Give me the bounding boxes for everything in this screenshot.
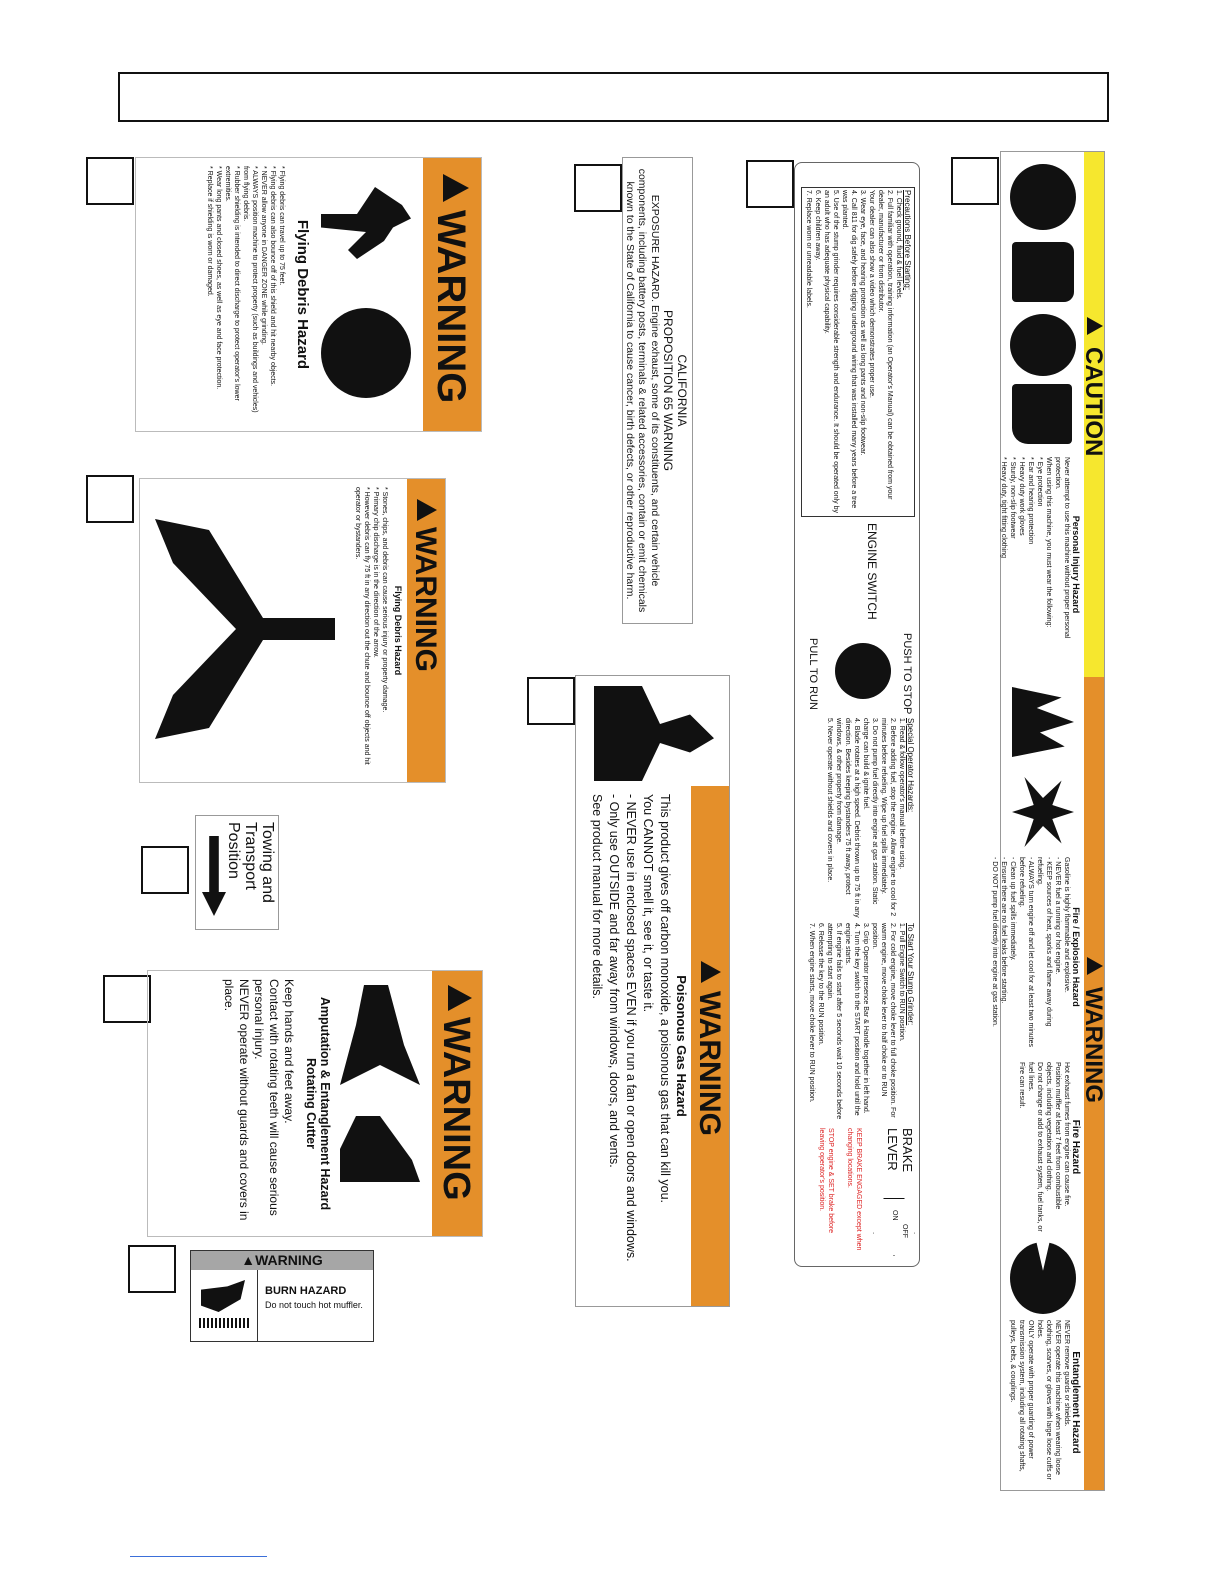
warning-banner-strip: [407, 479, 445, 782]
flames-icon: [1012, 687, 1074, 757]
alert-triangle-icon: [448, 985, 472, 1011]
warning-banner: WARNING: [693, 991, 726, 1136]
brake-note-1: KEEP BRAKE ENGAGED except when changing locations.: [846, 1128, 862, 1251]
text-line: Towing and: [259, 822, 276, 903]
warning-banner: WARNING: [1080, 987, 1107, 1103]
caution-banner: CAUTION: [1080, 347, 1107, 457]
text-line: 6. Release the key to the RUN position.: [817, 923, 824, 1046]
text-line: * Heavy duty, tight fitting clothing: [1000, 457, 1007, 559]
alert-triangle-icon: [417, 499, 437, 521]
personal-injury-block: [1002, 457, 1080, 672]
flying-debris-text-2: [353, 487, 389, 777]
amputation-text: [221, 979, 296, 1231]
towing-text: [225, 822, 276, 903]
gas-text: [588, 794, 673, 1304]
warning-banner: WARNING: [435, 1017, 477, 1201]
text-line: Keep hands and feet away.: [282, 979, 296, 1124]
text-line: 2. Before adding fuel, stop the engine. Allow engine to cool for 2 minutes before refueling. Wipe up fuel spills immediately.: [880, 718, 896, 917]
text-line: * However debris can fly 75 ft in any direction out the chute and bounce off objects and hit operator or bystanders.: [354, 487, 370, 765]
gas-inhalation-icon: [594, 686, 714, 781]
hand-burn-icon: [201, 1280, 245, 1312]
brake-label: BRAKE LEVER: [885, 1128, 915, 1173]
text-line: - Only use OUTSIDE and far away from windows, doors, and vents.: [607, 794, 621, 1168]
prop65-title-2: PROPOSITION 65 WARNING: [661, 310, 675, 471]
text-line: 7. When engine starts, move choke lever to RUN position.: [808, 923, 815, 1103]
warning-banner-strip: [191, 1251, 373, 1270]
prop65-decal: [622, 157, 693, 624]
warning-banner: WARNING: [429, 210, 473, 404]
amputation-title: [304, 971, 332, 1236]
heat-waves-icon: [199, 1318, 249, 1328]
text-line: Hot exhaust fumes from engine can cause fire.: [1063, 1062, 1070, 1207]
text-line: 1. Check ground, fluid & fuel levels.: [895, 190, 902, 300]
engine-switch-knob: [835, 643, 891, 699]
fire-hazard-title: Fire Hazard: [1070, 1119, 1081, 1175]
text-line: - Ensure there are no fuel leaks before starting.: [1000, 857, 1007, 1004]
text-line: 7. Replace worn or unreadable labels.: [805, 190, 812, 308]
text-line: 2. Full familiar with operation, training information (an Operator's Manual) can be obtained from your dealer, manufacturer or from distributor.: [877, 190, 893, 500]
amputation-decal: [147, 970, 483, 1237]
text-line: - NEVER fuel a running or hot engine.: [1054, 857, 1061, 975]
text-line: Your dealer can also show a video which demonstrates proper use.: [868, 190, 875, 398]
text-line: See product manual for more details.: [590, 794, 604, 999]
flying-debris-title-2: Flying Debris Hazard: [393, 585, 403, 676]
personal-injury-title: Personal Injury Hazard: [1071, 515, 1081, 614]
flying-debris-text: [205, 166, 286, 426]
text-line: - NEVER use in enclosed spaces EVEN if you run a fan or open doors and windows.: [624, 794, 638, 1262]
entanglement-title: Entanglement Hazard: [1070, 1351, 1081, 1454]
item-number-box: [527, 677, 575, 725]
text-line: * Rubber shielding is intended to direct discharge to protect operator's lower extremities.: [224, 166, 240, 401]
explosion-icon: [1012, 777, 1074, 847]
burn-hazard-decal: [190, 1250, 374, 1342]
poisonous-gas-decal: [575, 675, 730, 1307]
precautions-title: Precautions Before Starting:: [903, 190, 912, 291]
text-line: 1. Read & follow operator's manual before using.: [898, 718, 905, 870]
brake-block: [801, 1128, 915, 1260]
prop65-title-1: CALIFORNIA: [675, 354, 689, 427]
fire-explosion-title: Fire / Explosion Hazard: [1071, 907, 1081, 1007]
precautions-block: [801, 187, 915, 517]
warning-banner-strip: [423, 158, 481, 431]
text-line: 5. Use of the stump grinder requires considerable strength and endurance. It should be operated only by an adult who has adequate physical capability.: [823, 190, 839, 513]
amputation-title-1: Amputation & Entanglement Hazard: [318, 996, 332, 1211]
text-line: * Heavy duty work gloves: [1018, 457, 1025, 536]
caution-warning-decal: [991, 151, 1107, 1491]
text-line: 6. Keep children away.: [814, 190, 821, 261]
text-line: 1. Pull Engine Switch to RUN position.: [898, 923, 905, 1042]
text-line: NEVER operate without guards and covers in place.: [222, 979, 251, 1221]
special-hazards-title: Special Operator Hazards:: [906, 718, 915, 813]
text-line: * Flying debris can also bounce off of this shield and hit nearby objects.: [269, 166, 276, 387]
text-line: * Primary chip discharge is in the direction of the arrow.: [372, 487, 379, 658]
hand-cut-icon: [340, 985, 420, 1085]
fire-hazard-block: [1002, 1062, 1080, 1232]
text-line: Never attempt to use this machine without proper personal protection.: [1054, 457, 1070, 639]
boot-icon: [1012, 384, 1072, 444]
alert-triangle-icon: [1087, 957, 1103, 975]
text-line: * ALWAYS position machine to protect property (such as buildings and vehicles) from flying debris.: [242, 166, 258, 413]
text-line: - ALWAYS turn engine off and let cool for at least two minutes before refueling.: [1018, 857, 1034, 1048]
text-line: 2. For cold engine, move choke lever to full choke position. For warm engine, move choke lever to half choke or to RUN position.: [871, 923, 896, 1118]
flying-debris-decal-1: [135, 157, 482, 432]
entanglement-icon: [1010, 1242, 1076, 1314]
text-line: 3. Do not pump fuel directly into engine at gas station. Static charge can build & ignite fuel.: [862, 718, 878, 905]
start-steps-block: [801, 923, 915, 1123]
start-steps-title: To Start Your Stump Grinder:: [906, 923, 915, 1026]
text-line: Transport: [242, 822, 259, 890]
text-line: 4. Call 811 for dig safely before digging underground wiring that was installed many years before a tree was planted.: [841, 190, 857, 509]
prop65-text-block: [624, 158, 693, 623]
footer-link-underline: [130, 1556, 267, 1557]
alert-triangle-icon: ▲: [241, 1252, 256, 1268]
text-line: * Wear long pants and closed shoes, as well as eye and face protection.: [215, 166, 222, 390]
person-debris-icon: [321, 178, 411, 268]
text-line: 3. Wear eye, face, and hearing protection as well as long pants and non-slip footwear.: [859, 190, 866, 456]
text-line: * Sturdy, non-slip footwear: [1009, 457, 1016, 539]
text-line: This product gives off carbon monoxide, a poisonous gas that can kill you.: [658, 794, 672, 1204]
text-line: * Flying debris can travel up to 75 feet.: [278, 166, 285, 286]
push-to-stop-label: PUSH TO STOP: [901, 633, 913, 715]
page-title-box: [118, 72, 1109, 122]
pull-to-run-label: PULL TO RUN: [807, 638, 819, 710]
item-number-box: [86, 157, 134, 205]
warning-banner-strip: [432, 971, 482, 1236]
face-shield-icon: [1010, 164, 1076, 230]
warning-banner-strip: [1080, 677, 1107, 1490]
special-hazards-block: [801, 718, 915, 918]
towing-position-decal: [195, 815, 279, 930]
text-line: * Stones, chips, and debris can cause serious injury or property damage.: [381, 487, 388, 713]
alert-triangle-icon: [1087, 317, 1103, 335]
text-line: NEVER remove guards or shields.: [1063, 1320, 1070, 1427]
foot-cut-icon: [340, 1116, 420, 1226]
item-number-box: [574, 164, 622, 212]
text-line: ONLY operate with proper guarding of power transmission system, including all rotating shafts, pulleys, belts, & couplings.: [1009, 1320, 1034, 1472]
text-line: - DO NOT pump fuel directly into engine at gas station.: [991, 857, 998, 1027]
text-line: 3. Grip Operator presence Bar & Handle together in left hand.: [862, 923, 869, 1114]
text-line: 4. Blade rotates at a high speed. Debris thrown up to 75 ft in any direction. Besides keeping bystanders 75 ft away, protect windows, & other property from damage.: [835, 718, 860, 918]
off-label: OFF: [901, 1224, 908, 1238]
text-line: * Ear and hearing protection: [1027, 457, 1034, 545]
entanglement-block: [1002, 1320, 1080, 1485]
item-number-box: [746, 160, 794, 208]
text-line: Gasoline is highly flammable and explosive.: [1063, 857, 1070, 993]
text-line: * NEVER allow anyone in DANGER ZONE while grinding.: [260, 166, 267, 345]
text-line: When using this machine, you must wear the following:: [1045, 457, 1052, 628]
text-line: You CANNOT smell it, see it, or taste it.: [641, 794, 655, 1013]
operating-instructions-decal: [794, 162, 920, 1267]
alert-triangle-icon: [443, 174, 469, 202]
burn-text: Do not touch hot muffler.: [265, 1300, 363, 1310]
ear-protection-icon: [1010, 314, 1076, 376]
text-line: Position: [225, 822, 242, 879]
alert-triangle-icon: [701, 961, 721, 983]
warning-banner-strip: [691, 786, 729, 1306]
fire-explosion-block: [991, 857, 1081, 1057]
item-number-box: [86, 475, 134, 523]
flying-debris-decal-2: [139, 478, 446, 783]
engine-switch-label: ENGINE SWITCH: [865, 523, 879, 620]
amputation-title-2: Rotating Cutter: [304, 1058, 318, 1149]
prop65-body: EXPOSURE HAZARD. Engine exhaust, some of its constituents, and certain vehicle components, including battery posts, terminals & related accessories, contain or emit chemicals known to the State of California to cause cancer, birth defects, or other reproductive harm.: [624, 168, 661, 613]
text-line: * Eye protection: [1036, 457, 1043, 507]
text-line: 4. Turn the key switch to the START position and hold until the engine starts.: [844, 923, 860, 1116]
flying-debris-title: Flying Debris Hazard: [294, 219, 311, 370]
burn-icon-area: [191, 1270, 258, 1341]
warning-banner: WARNING: [255, 1252, 323, 1268]
item-number-box: [128, 1245, 176, 1293]
brake-note-2: STOP engine & SET brake before leaving operator's position.: [818, 1128, 834, 1234]
text-line: - KEEP sources of heat, sparks and flame away during refueling.: [1036, 857, 1052, 1027]
arrow-icon: [202, 836, 226, 916]
debris-arrows-icon: [155, 519, 335, 739]
text-line: Contact with rotating teeth will cause serious personal injury.: [252, 979, 281, 1216]
burn-title: BURN HAZARD: [265, 1285, 347, 1297]
on-label: ON: [891, 1210, 898, 1221]
text-line: - Clean up fuel spills immediately.: [1009, 857, 1016, 961]
text-line: Position muffler at least 7 feet from combustible objects, including vegetation and clothing.: [1045, 1062, 1061, 1210]
text-line: NEVER operate this machine when wearing loose clothing, scarves, or gloves with large loose cuffs or holes.: [1036, 1320, 1061, 1480]
text-line: * Replace if shielding is worn or damaged.: [206, 166, 213, 297]
item-number-box: [103, 975, 151, 1023]
text-line: Do not change or add to exhaust system, fuel tanks, or fuel lines.: [1027, 1062, 1043, 1232]
item-number-box: [141, 846, 189, 894]
warning-banner: WARNING: [409, 527, 442, 672]
text-line: 5. Never operate without shields and covers in place.: [826, 718, 833, 883]
text-line: Fire can result.: [1018, 1062, 1025, 1109]
item-number-box: [951, 157, 999, 205]
caution-banner-strip: [1080, 152, 1107, 677]
head-impact-icon: [321, 308, 411, 398]
gloves-icon: [1012, 242, 1074, 302]
text-line: 5. If engine fails to start after 5 seconds wait 10 seconds before attempting to start again.: [826, 923, 842, 1120]
gas-title: Poisonous Gas Hazard: [674, 975, 689, 1117]
